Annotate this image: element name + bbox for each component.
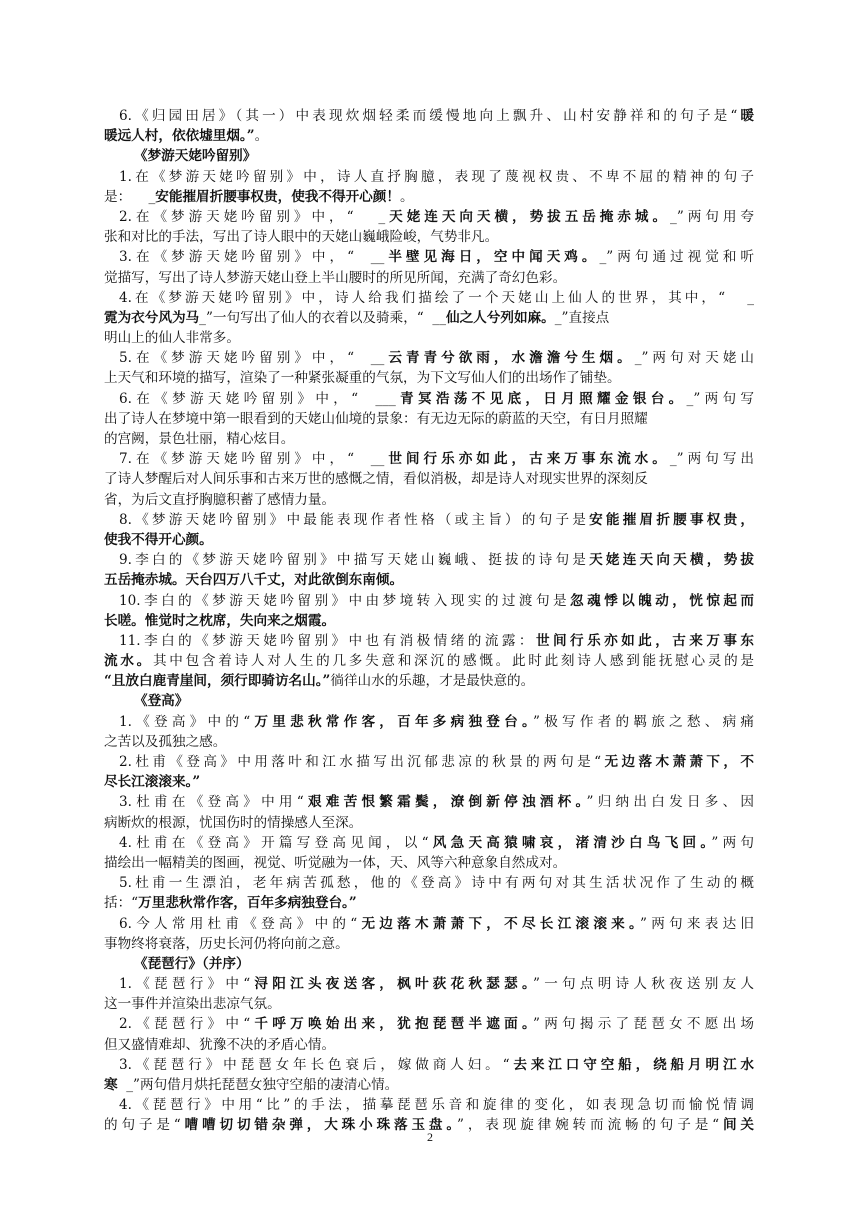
text-segment: _”两句写出 bbox=[669, 451, 754, 468]
text-segment: 徜徉山水的乐趣，才是最快意的。 bbox=[330, 673, 535, 690]
text-line bbox=[104, 389, 754, 409]
text-line bbox=[104, 893, 754, 913]
text-line bbox=[104, 328, 754, 348]
text-segment: 觉描写，写出了诗人梦游天姥山登上半山腰时的所见所闻，充满了奇幻色彩。 bbox=[104, 269, 567, 286]
text-segment: 但又盛情难却、犹豫不决的矛盾心情。 bbox=[104, 1036, 336, 1053]
text-segment: 6.在《梦游天姥吟留别》中，“ ___ bbox=[119, 390, 396, 407]
text-segment: _”两句对天姥山 bbox=[634, 350, 754, 367]
text-segment: 4.杜甫在《登高》开篇写登高见闻，以“ bbox=[119, 834, 429, 851]
text-segment: 7.在《梦游天姥吟留别》中，“ __ bbox=[119, 451, 385, 468]
text-line bbox=[104, 873, 754, 893]
bold-quote: 暖远人村，依依墟里烟。” bbox=[104, 128, 255, 145]
text-line bbox=[104, 732, 754, 752]
text-segment: 的宫阙，景色壮丽，精心炫目。 bbox=[104, 431, 295, 447]
text-line bbox=[104, 1014, 754, 1034]
text-line bbox=[104, 126, 754, 146]
bold-quote: 天姥连天向天横，势拔五岳掩赤城。 bbox=[385, 208, 671, 225]
text-segment: 2.杜甫《登高》中用落叶和江水描写出沉郁悲凉的秋景的两句是“ bbox=[119, 754, 602, 770]
bold-quote: 青冥浩荡不见底，日月照耀金银台。 bbox=[395, 390, 687, 407]
text-line bbox=[104, 469, 754, 489]
text-line bbox=[104, 368, 754, 388]
text-line bbox=[104, 631, 754, 651]
page-number: 2 bbox=[427, 1130, 433, 1144]
text-segment: 1.《琵琶行》中“ bbox=[119, 976, 251, 993]
text-line bbox=[104, 268, 754, 288]
bold-quote: 仙之人兮列如麻。 bbox=[446, 309, 555, 326]
text-line bbox=[104, 611, 754, 631]
text-segment: 6.《归园田居》（其一）中表现炊烟轻柔而缓慢地向上飘升、山村安静祥和的句子是“ bbox=[119, 108, 738, 124]
text-segment: 上天气和环境的描写，渲染了一种紧张凝重的气氛，为下文写仙人们的出场作了铺垫。 bbox=[104, 370, 621, 387]
text-segment: 《梦游天姥吟留别》 bbox=[134, 148, 257, 165]
text-segment: 。 bbox=[399, 188, 414, 205]
document-body bbox=[104, 106, 754, 1136]
text-segment: ”两句来表达旧 bbox=[640, 915, 754, 932]
text-segment: 5.杜甫一生漂泊，老年病苦孤愁，他的《登高》诗中有两句对其生活状况作了生动的概 bbox=[119, 875, 754, 892]
text-segment: ”两句 bbox=[711, 834, 754, 851]
text-segment: 3.杜甫在《登高》中用“ bbox=[119, 794, 304, 811]
text-line bbox=[104, 752, 754, 772]
bold-quote: 五岳掩赤城。天台四万八千丈，对此欲倒东南倾。 bbox=[104, 572, 404, 589]
text-line bbox=[104, 772, 754, 792]
text-line bbox=[104, 227, 754, 247]
bold-quote: 天姥连天向天横，势拔 bbox=[589, 552, 754, 569]
bold-quote: 安能摧眉折腰事权贵， bbox=[589, 511, 754, 528]
text-segment: 。 bbox=[254, 128, 269, 145]
bold-quote: 安能摧眉折腰事权贵，使我不得开心颜！ bbox=[155, 188, 400, 205]
text-line bbox=[104, 1035, 754, 1055]
text-line bbox=[104, 813, 754, 833]
text-line bbox=[104, 1055, 754, 1075]
text-segment: _”两句写 bbox=[686, 390, 754, 407]
text-line bbox=[104, 833, 754, 853]
bold-quote: 万里悲秋常作客，百年多病独登台。 bbox=[250, 713, 534, 730]
section-heading bbox=[104, 146, 754, 166]
bold-quote: 千呼万唤始出来，犹抱琵琶半遮面。 bbox=[250, 1016, 534, 1033]
bold-quote: 无边落木萧萧下，不尽长江滚滚来。 bbox=[357, 915, 641, 932]
text-line bbox=[104, 853, 754, 873]
text-segment: _”一句写出了仙人的衣着以及骑乘，“ __ bbox=[199, 309, 446, 326]
bold-quote: 艰难苦恨繁霜鬓，潦倒新停浊酒杯。 bbox=[303, 794, 587, 811]
bold-quote: 世间行乐亦如此，古来万事东 bbox=[535, 632, 754, 649]
text-segment: 病断炊的根源，忧国伤时的情操感人至深。 bbox=[104, 814, 363, 831]
text-line bbox=[104, 1075, 754, 1095]
text-segment: 事物终将衰落，历史长河仍将向前之意。 bbox=[104, 935, 349, 952]
text-segment: 2.在《梦游天姥吟留别》中，“ _ bbox=[119, 208, 386, 225]
text-segment: 描绘出一幅精美的图画，视觉、听觉融为一体，天、风等六种意象自然成对。 bbox=[104, 854, 567, 871]
bold-quote: 浔阳江头夜送客，枫叶荻花秋瑟瑟。 bbox=[250, 976, 534, 993]
text-line bbox=[104, 308, 754, 328]
text-segment: 3.《琵琶行》中琵琶女年长色衰后，嫁做商人妇。“ bbox=[119, 1056, 510, 1073]
text-segment: 11.李白的《梦游天姥吟留别》中也有消极情绪的流露： bbox=[119, 632, 536, 649]
text-segment: 《登高》 bbox=[134, 693, 189, 710]
text-line bbox=[104, 591, 754, 611]
text-line bbox=[104, 449, 754, 469]
text-segment: 2.《琵琶行》中“ bbox=[119, 1016, 251, 1033]
bold-quote: 万里悲秋常作客，百年多病独登台。” bbox=[138, 895, 357, 912]
bold-quote: 寒 bbox=[104, 1077, 118, 1093]
text-line bbox=[104, 288, 754, 308]
text-line bbox=[104, 651, 754, 671]
text-line bbox=[104, 570, 754, 590]
text-line bbox=[104, 550, 754, 570]
text-segment: 《琵琶行》（并序） bbox=[134, 955, 250, 972]
bold-quote: 风急天高猿啸哀，渚清沙白鸟飞回。 bbox=[428, 834, 712, 851]
bold-quote: 使我不得开心颜。 bbox=[104, 531, 213, 548]
text-line bbox=[104, 429, 754, 449]
text-segment: 的句子是“ bbox=[104, 1117, 181, 1134]
bold-quote: 霓为衣兮风为马 bbox=[104, 309, 200, 326]
bold-quote: 世间行乐亦如此，古来万事东流水。 bbox=[384, 451, 670, 468]
text-line bbox=[104, 1095, 754, 1115]
text-segment: ”两句揭示了琵琶女不愿出场 bbox=[533, 1016, 754, 1033]
text-segment: _”两句通过视觉和听 bbox=[599, 249, 754, 266]
text-line bbox=[104, 106, 754, 126]
bold-quote: “且放白鹿青崖间，须行即骑访名山。” bbox=[104, 673, 331, 690]
text-segment: ”一句点明诗人秋夜送别友人 bbox=[533, 976, 754, 993]
text-line bbox=[104, 671, 754, 691]
text-line bbox=[104, 510, 754, 530]
text-line bbox=[104, 167, 754, 187]
bold-quote: 流水。 bbox=[104, 653, 153, 670]
text-segment: 是： _ bbox=[104, 188, 156, 205]
bold-quote: 尽长江滚滚来。” bbox=[104, 774, 201, 791]
bold-quote: 嘈嘈切切错杂弹，大珠小珠落玉盘。 bbox=[180, 1117, 458, 1134]
text-segment: 其中包含着诗人对人生的几多失意和深沉的感慨。此时此刻诗人感到能抚慰心灵的是 bbox=[152, 653, 754, 670]
text-segment: 5.在《梦游天姥吟留别》中，“ __ bbox=[119, 350, 385, 367]
text-segment: _”两句借月烘托琵琶女独守空船的凄清心情。 bbox=[117, 1077, 399, 1093]
bold-quote: 长嗟。惟觉时之枕席，失向来之烟霞。 bbox=[104, 612, 336, 629]
text-segment: _”直接点 bbox=[554, 309, 610, 326]
bold-quote: 云青青兮欲雨，水澹澹兮生烟。 bbox=[384, 350, 635, 367]
text-line bbox=[104, 792, 754, 812]
text-line bbox=[104, 409, 754, 429]
text-line bbox=[104, 530, 754, 550]
text-segment: 这一事件并渲染出悲凉气氛。 bbox=[104, 996, 281, 1013]
bold-quote: 去来江口守空船，绕船月明江水 bbox=[509, 1056, 754, 1073]
text-line bbox=[104, 914, 754, 934]
text-segment: 6.今人常用杜甫《登高》中的“ bbox=[119, 915, 358, 932]
text-line bbox=[104, 348, 754, 368]
text-line bbox=[104, 934, 754, 954]
bold-quote: 忽魂悸以魄动，恍惊起而 bbox=[570, 592, 754, 609]
text-segment: 4.在《梦游天姥吟留别》中，诗人给我们描绘了一个天姥山上仙人的世界，其中，“ _ bbox=[119, 289, 754, 306]
text-segment: 1.《登高》中的“ bbox=[119, 713, 251, 730]
text-segment: 3.在《梦游天姥吟留别》中，“ __ bbox=[119, 249, 385, 266]
text-line bbox=[104, 974, 754, 994]
text-segment: 之苦以及孤独之感。 bbox=[104, 733, 227, 750]
text-segment: 4.《琵琶行》中用“比”的手法，描摹琵琶乐音和旋律的变化，如表现急切而愉悦情调 bbox=[119, 1097, 754, 1114]
text-segment: _”两句用夸 bbox=[670, 208, 754, 225]
text-line bbox=[104, 207, 754, 227]
text-line bbox=[104, 187, 754, 207]
text-segment: 9.李白的《梦游天姥吟留别》中描写天姥山巍峨、挺拔的诗句是 bbox=[119, 552, 590, 569]
section-heading bbox=[104, 954, 754, 974]
text-segment: 1.在《梦游天姥吟留别》中，诗人直抒胸臆，表现了蔑视权贵、不卑不屈的精神的句子 bbox=[119, 168, 754, 185]
text-segment: 8.《梦游天姥吟留别》中最能表现作者性格（或主旨）的句子是 bbox=[119, 511, 590, 528]
text-segment: 了诗人梦醒后对人间乐事和古来万世的感慨之情，看似消极，却是诗人对现实世界的深刻反 bbox=[104, 471, 648, 488]
text-segment: ”，表现旋律婉转而流畅的句子是“ bbox=[457, 1117, 720, 1134]
text-line bbox=[104, 247, 754, 267]
text-line bbox=[104, 712, 754, 732]
text-segment: ”极写作者的羁旅之愁、病痛 bbox=[533, 713, 754, 730]
text-segment: 出了诗人在梦境中第一眼看到的天姥山仙境的景象：有无边无际的蔚蓝的天空，有日月照耀 bbox=[104, 410, 648, 427]
bold-quote: 间关 bbox=[719, 1117, 754, 1134]
section-heading bbox=[104, 691, 754, 711]
text-segment: 括：“ bbox=[104, 895, 139, 912]
text-segment: 张和对比的手法，写出了诗人眼中的天姥山巍峨险峻，气势非凡。 bbox=[104, 229, 499, 246]
bold-quote: 暖 bbox=[737, 108, 754, 124]
text-segment: 明山上的仙人非常多。 bbox=[104, 330, 240, 347]
text-line bbox=[104, 994, 754, 1014]
text-segment: 省，为后文直抒胸臆积蓄了感情力量。 bbox=[104, 491, 336, 508]
text-segment: ”归纳出白发日多、因 bbox=[586, 794, 754, 811]
text-segment: 10.李白的《梦游天姥吟留别》中由梦境转入现实的过渡句是 bbox=[119, 592, 571, 609]
bold-quote: 无边落木萧萧下，不 bbox=[601, 754, 754, 770]
bold-quote: 半壁见海日，空中闻天鸡。 bbox=[384, 249, 600, 266]
text-line bbox=[104, 490, 754, 510]
